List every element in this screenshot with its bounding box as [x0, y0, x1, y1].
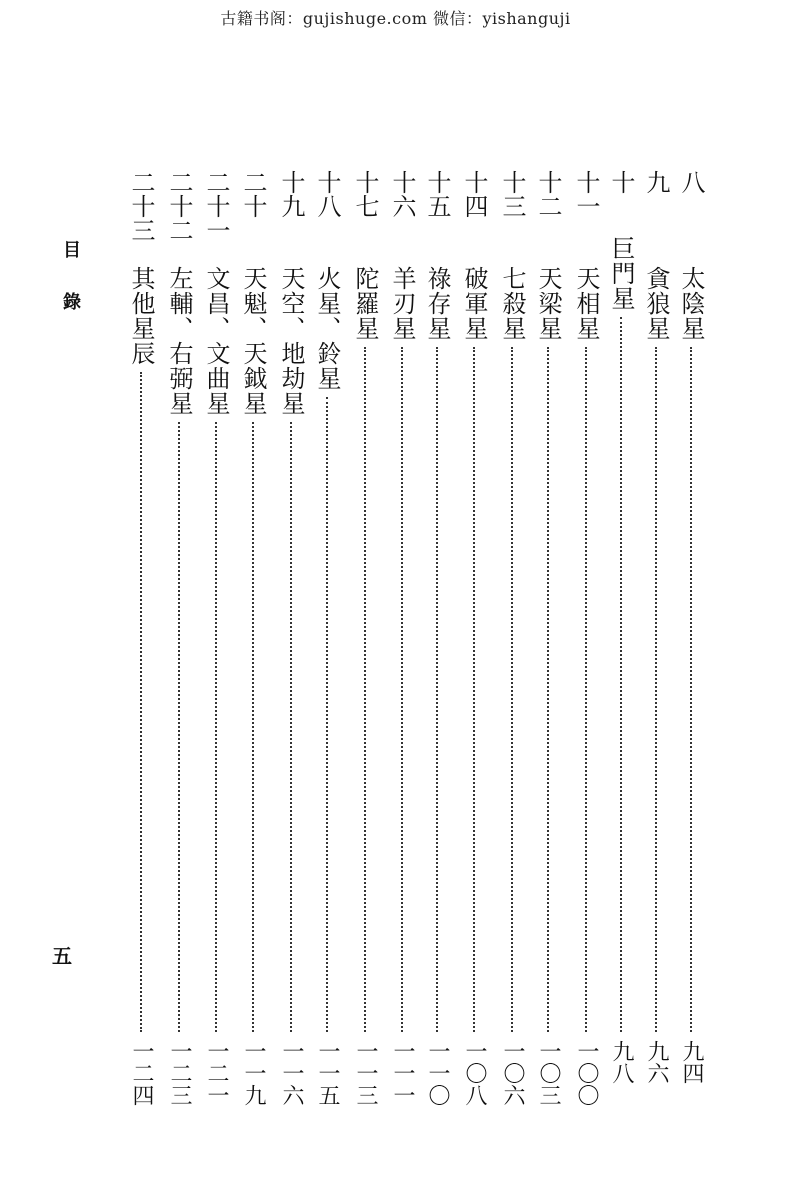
- dot-leader: [473, 347, 475, 1032]
- entry-page: 一一一: [390, 1040, 415, 1106]
- toc-entry: [533, 170, 563, 1130]
- entry-title: 其他星辰: [127, 266, 155, 366]
- dot-leader: [620, 317, 622, 1032]
- toc-entry: [126, 170, 156, 1130]
- toc-entry: [676, 170, 706, 1130]
- dot-leader: [511, 347, 513, 1032]
- dot-leader: [140, 372, 142, 1032]
- entry-page: 一二四: [129, 1040, 154, 1106]
- toc-entry: [312, 170, 342, 1130]
- page-number: 五: [52, 944, 72, 968]
- entry-number: 二十三: [127, 170, 155, 242]
- entry-page: 九八: [609, 1040, 634, 1084]
- toc-entry: [276, 170, 306, 1130]
- entry-title: 七殺星: [498, 266, 526, 341]
- toc-entry: [606, 170, 636, 1130]
- entry-title: 破軍星: [460, 266, 488, 341]
- entry-number: 十二: [534, 170, 562, 218]
- entry-number: 十四: [460, 170, 488, 218]
- entry-number: 九: [642, 170, 670, 194]
- toc-entry: [571, 170, 601, 1130]
- section-title-char: 目: [63, 240, 81, 261]
- entry-page: 一二三: [167, 1040, 192, 1106]
- entry-number: 八: [677, 170, 705, 194]
- entry-page: 一二一: [204, 1040, 229, 1106]
- entry-number: 十六: [388, 170, 416, 218]
- entry-page: 一一〇: [425, 1040, 450, 1106]
- dot-leader: [252, 422, 254, 1032]
- dot-leader: [178, 422, 180, 1032]
- entry-page: 一一六: [279, 1040, 304, 1106]
- toc-entry: [459, 170, 489, 1130]
- entry-title: 太陰星: [677, 266, 705, 341]
- section-title-char: 錄: [63, 292, 81, 313]
- entry-title: 天空、地劫星: [277, 266, 305, 416]
- entry-page: 一〇〇: [574, 1040, 599, 1106]
- entry-number: 十九: [277, 170, 305, 218]
- toc-entry: [497, 170, 527, 1130]
- entry-title: 火星、鈴星: [313, 266, 341, 391]
- dot-leader: [655, 347, 657, 1032]
- entry-title: 天梁星: [534, 266, 562, 341]
- dot-leader: [215, 422, 217, 1032]
- dot-leader: [326, 397, 328, 1032]
- entry-title: 貪狼星: [642, 266, 670, 341]
- entry-number: 十五: [423, 170, 451, 218]
- dot-leader: [290, 422, 292, 1032]
- entry-page: 九六: [644, 1040, 669, 1084]
- entry-title: 祿存星: [423, 266, 451, 341]
- entry-number: 十三: [498, 170, 526, 218]
- toc-entry: [164, 170, 194, 1130]
- entry-number: 十八: [313, 170, 341, 218]
- entry-title: 陀羅星: [351, 266, 379, 341]
- entry-number: 二十二: [165, 170, 193, 242]
- entry-title: 巨門星: [607, 236, 635, 311]
- entry-page: 一一五: [315, 1040, 340, 1106]
- toc-entry: [387, 170, 417, 1130]
- toc-entry: [422, 170, 452, 1130]
- toc-entry: [350, 170, 380, 1130]
- entry-title: 天魁、天鉞星: [239, 266, 267, 416]
- entry-page: 一一九: [241, 1040, 266, 1106]
- entry-number: 十: [607, 170, 635, 194]
- toc-entry: [641, 170, 671, 1130]
- entry-page: 一〇三: [536, 1040, 561, 1106]
- dot-leader: [690, 347, 692, 1032]
- section-title: [58, 236, 86, 314]
- entry-title: 左輔、右弼星: [165, 266, 193, 416]
- toc-entry: [238, 170, 268, 1130]
- entry-page: 一〇六: [500, 1040, 525, 1106]
- entry-number: 二十一: [202, 170, 230, 242]
- dot-leader: [364, 347, 366, 1032]
- entry-number: 十七: [351, 170, 379, 218]
- entry-number: 十一: [572, 170, 600, 218]
- toc-entry: [201, 170, 231, 1130]
- entry-title: 天相星: [572, 266, 600, 341]
- entry-page: 九四: [679, 1040, 704, 1084]
- entry-title: 羊刃星: [388, 266, 416, 341]
- entry-number: 二十: [239, 170, 267, 218]
- dot-leader: [401, 347, 403, 1032]
- watermark-text: 古籍书阁：gujishuge.com 微信：yishanguji: [220, 9, 571, 28]
- dot-leader: [585, 347, 587, 1032]
- dot-leader: [436, 347, 438, 1032]
- entry-page: 一〇八: [462, 1040, 487, 1106]
- dot-leader: [547, 347, 549, 1032]
- entry-title: 文昌、文曲星: [202, 266, 230, 416]
- entry-page: 一一三: [353, 1040, 378, 1106]
